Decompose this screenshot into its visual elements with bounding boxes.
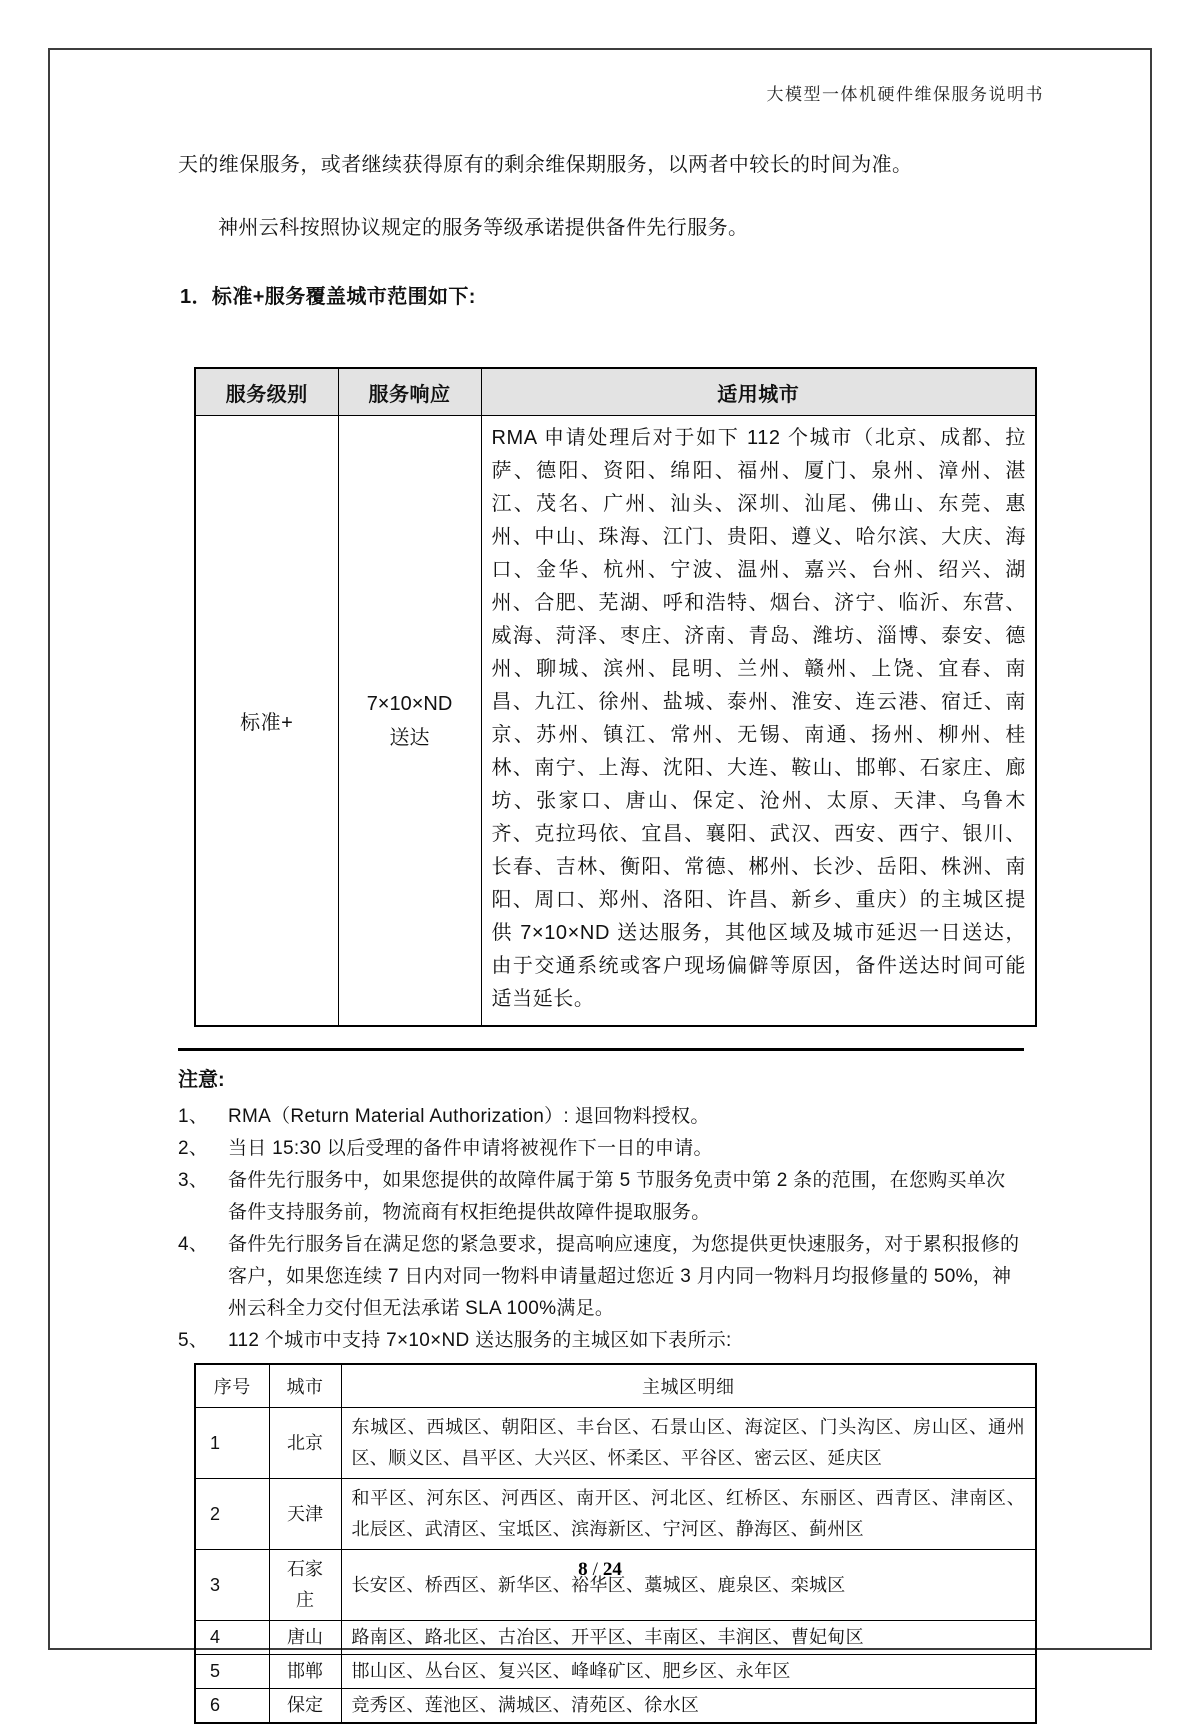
service-table-header-cities: 适用城市 <box>481 368 1036 416</box>
service-response-cell <box>338 416 481 1027</box>
districts-cell: 和平区、河东区、河西区、南开区、河北区、红桥区、东丽区、西青区、津南区、北辰区、武清区、宝坻区、滨海新区、宁河区、静海区、蓟州区 <box>341 1479 1036 1550</box>
note-text: 112 个城市中支持 7×10×ND 送达服务的主城区如下表所示: <box>228 1330 732 1351</box>
page-footer <box>0 1559 1200 1581</box>
service-response-line2: 送达 <box>389 726 430 749</box>
notes-title: 注意: <box>178 1069 225 1091</box>
section-heading: 1．标准+服务覆盖城市范围如下: <box>180 286 476 308</box>
service-table-header-response: 服务响应 <box>338 368 481 416</box>
city-cell: 石家庄 <box>269 1550 341 1621</box>
service-table-row <box>195 416 1036 1027</box>
note-item <box>178 1133 1024 1165</box>
city-cell: 保定 <box>269 1689 341 1724</box>
page-number-separator: / <box>592 1559 598 1580</box>
paragraph-continuation: 天的维保服务，或者继续获得原有的剩余维保期服务，以两者中较长的时间为准。 <box>178 154 913 176</box>
note-item <box>178 1325 1024 1357</box>
seq-cell: 1 <box>195 1408 269 1479</box>
city-cell: 天津 <box>269 1479 341 1550</box>
page-number-total: 24 <box>602 1559 622 1580</box>
district-table-header-row <box>195 1364 1036 1408</box>
district-table-header-detail: 主城区明细 <box>341 1364 1036 1408</box>
paragraph-commitment: 神州云科按照协议规定的服务等级承诺提供备件先行服务。 <box>218 217 749 239</box>
service-level-cell: 标准+ <box>195 416 338 1027</box>
note-number: 5、 <box>178 1330 209 1351</box>
note-item <box>178 1229 1024 1325</box>
notes-list <box>178 1101 1024 1357</box>
service-table-header-row <box>195 368 1036 416</box>
service-table-header-level: 服务级别 <box>195 368 338 416</box>
districts-cell: 东城区、西城区、朝阳区、丰台区、石景山区、海淀区、门头沟区、房山区、通州区、顺义区、昌平区、大兴区、怀柔区、平谷区、密云区、延庆区 <box>341 1408 1036 1479</box>
note-text: 备件先行服务中，如果您提供的故障件属于第 5 节服务免责中第 2 条的范围，在您购买单次备件支持服务前，物流商有权拒绝提供故障件提取服务。 <box>228 1170 1006 1223</box>
service-response-line1: 7×10×ND <box>366 692 453 715</box>
seq-cell: 3 <box>195 1550 269 1621</box>
seq-cell: 6 <box>195 1689 269 1724</box>
table-row <box>195 1479 1036 1550</box>
service-cities-cell: RMA 申请处理后对于如下 112 个城市（北京、成都、拉萨、德阳、资阳、绵阳、福州、厦门、泉州、漳州、湛江、茂名、广州、汕头、深圳、汕尾、佛山、东莞、惠州、中山、珠海、江门、贵阳、遵义、哈尔滨、大庆、海口、金华、杭州、宁波、温州、嘉兴、台州、绍兴、湖州、合肥、芜湖、呼和浩特、烟台、济宁、临沂、东营、威海、菏泽、枣庄、济南、青岛、潍坊、淄博、泰安、德州、聊城、滨州、昆明、兰州、赣州、上饶、宜春、南昌、九江、徐州、盐城、泰州、淮安、连云港、宿迁、南京、苏州、镇江、常州、无锡、南通、扬州、柳州、桂林、南宁、上海、沈阳、大连、鞍山、邯郸、石家庄、廊坊、张家口、唐山、保定、沧州、太原、天津、乌鲁木齐、克拉玛依、宜昌、襄阳、武汉、西安、西宁、银川、长春、吉林、衡阳、常德、郴州、长沙、岳阳、株洲、南阳、周口、郑州、洛阳、许昌、新乡、重庆）的主城区提供 7×10×ND 送达服务，其他区域及城市延迟一日送达，由于交通系统或客户现场偏僻等原因，备件送达时间可能适当延长。 <box>481 416 1036 1027</box>
districts-cell: 邯山区、丛台区、复兴区、峰峰矿区、肥乡区、永年区 <box>341 1655 1036 1689</box>
table-row <box>195 1621 1036 1655</box>
city-cell: 邯郸 <box>269 1655 341 1689</box>
note-item <box>178 1165 1024 1229</box>
city-cell: 唐山 <box>269 1621 341 1655</box>
service-coverage-table <box>194 367 1037 1027</box>
district-table-header-seq: 序号 <box>195 1364 269 1408</box>
table-row <box>195 1408 1036 1479</box>
page-number-current: 8 <box>578 1559 588 1580</box>
table-row <box>195 1655 1036 1689</box>
document-header-title: 大模型一体机硬件维保服务说明书 <box>766 85 1044 104</box>
city-cell: 北京 <box>269 1408 341 1479</box>
note-number: 1、 <box>178 1106 209 1127</box>
note-text: RMA（Return Material Authorization）: 退回物料授权。 <box>228 1106 710 1127</box>
district-table-header-city: 城市 <box>269 1364 341 1408</box>
districts-cell: 长安区、桥西区、新华区、裕华区、藁城区、鹿泉区、栾城区 <box>341 1550 1036 1621</box>
districts-cell: 路南区、路北区、古冶区、开平区、丰南区、丰润区、曹妃甸区 <box>341 1621 1036 1655</box>
note-number: 3、 <box>178 1170 209 1191</box>
section-divider <box>178 1048 1024 1051</box>
note-item <box>178 1101 1024 1133</box>
seq-cell: 2 <box>195 1479 269 1550</box>
page-content <box>178 150 1024 1724</box>
note-text: 当日 15:30 以后受理的备件申请将被视作下一日的申请。 <box>228 1138 713 1159</box>
district-table <box>194 1363 1037 1724</box>
note-number: 4、 <box>178 1234 209 1255</box>
table-row <box>195 1689 1036 1724</box>
note-number: 2、 <box>178 1138 209 1159</box>
seq-cell: 5 <box>195 1655 269 1689</box>
note-text: 备件先行服务旨在满足您的紧急要求，提高响应速度，为您提供更快速服务，对于累积报修的客户，如果您连续 7 日内对同一物料申请量超过您近 3 月内同一物料月均报修量的 50%，神州云科全力交付但无法承诺 SLA 100%满足。 <box>228 1234 1020 1319</box>
districts-cell: 竞秀区、莲池区、满城区、清苑区、徐水区 <box>341 1689 1036 1724</box>
seq-cell: 4 <box>195 1621 269 1655</box>
